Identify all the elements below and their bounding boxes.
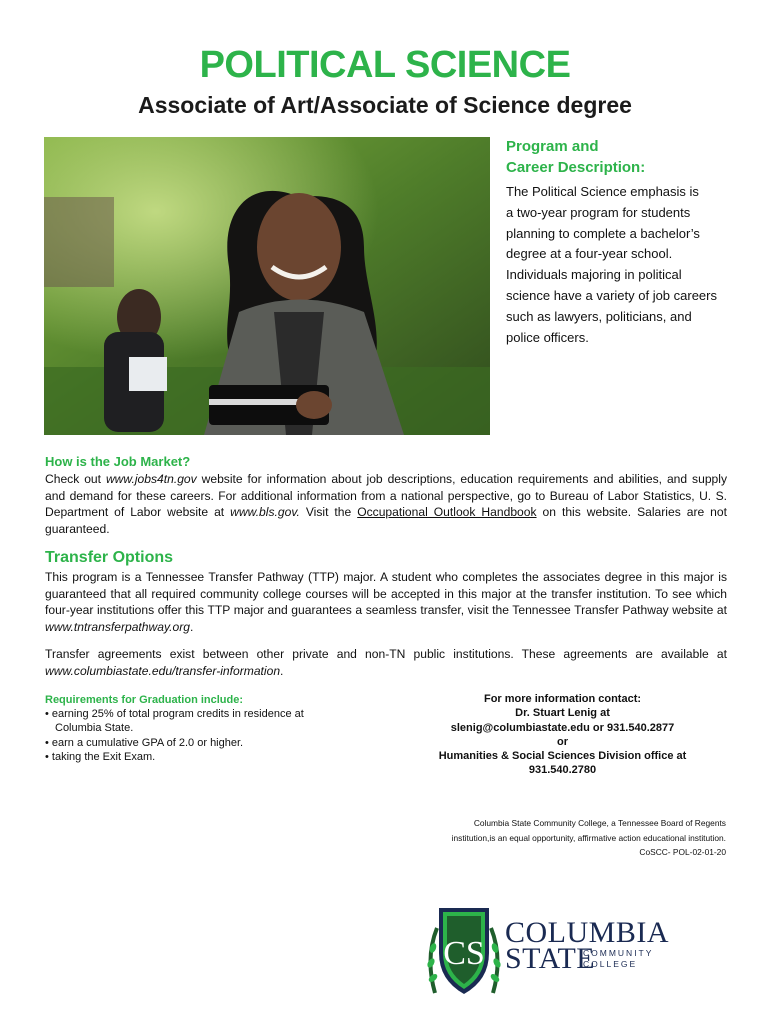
occupational-outlook-link[interactable]: Occupational Outlook Handbook: [357, 505, 537, 520]
footer-notice: [400, 816, 726, 860]
program-line: such as lawyers, politicians, and: [506, 308, 692, 324]
program-line: degree at a four-year school.: [506, 246, 673, 262]
logo-state: STATE: [505, 942, 596, 975]
requirement-item: • earn a cumulative GPA of 2.0 or higher.: [45, 736, 244, 749]
page-subtitle: Associate of Art/Associate of Science degree: [138, 92, 632, 118]
footer-line: Columbia State Community College, a Tennessee Board of Regents: [473, 818, 726, 828]
logo-monogram: CS: [443, 935, 485, 972]
bls-link[interactable]: www.bls.gov.: [230, 505, 300, 520]
agreements-paragraph: Transfer agreements exist between other private and non-TN public institutions. These agreements are available at www.columbiastate.edu/transfer-information.: [45, 647, 727, 678]
contact-line: Dr. Stuart Lenig at: [515, 707, 610, 720]
program-line: Individuals majoring in political: [506, 267, 682, 283]
ttp-link[interactable]: www.tntransferpathway.org: [45, 619, 190, 634]
logo-community-college: COMMUNITY COLLEGE: [583, 948, 654, 969]
program-line: The Political Science emphasis is: [506, 184, 699, 199]
page-title: POLITICAL SCIENCE: [199, 44, 571, 86]
footer-line: institution,is an equal opportunity, affirmative action educational institution.: [451, 832, 726, 843]
contact-line: Humanities & Social Sciences Division office at: [438, 750, 687, 763]
job-market-heading: How is the Job Market?: [45, 454, 191, 469]
program-line: a two-year program for students: [506, 204, 691, 220]
program-line: police officers.: [506, 329, 589, 345]
requirement-item: • earning 25% of total program credits in residence at Columbia State.: [45, 708, 304, 735]
columbia-state-logo: [425, 898, 670, 1008]
transfer-heading: Transfer Options: [45, 549, 174, 566]
shield-icon: [425, 898, 503, 1008]
contact-line: For more information contact:: [483, 693, 642, 705]
student-photo: [44, 137, 490, 435]
program-description: [506, 136, 736, 348]
contact-email[interactable]: slenig@columbiastate.edu or 931.540.2877: [450, 721, 675, 734]
jobs4tn-link[interactable]: www.jobs4tn.gov: [105, 472, 197, 486]
program-heading: Program and Career Description:: [506, 138, 646, 176]
program-line: science have a variety of job careers: [506, 287, 717, 303]
job-market-paragraph: Check out www.jobs4tn.gov website for information about job descriptions, education requirements and abilities, and supply and demand for these careers. For additional information from a national perspective, go to Bureau of Labor Statistics, U. S. Department of Labor website at www.bls.gov. Visit the Occupational Outlook Handbook on this website. Salaries are not guaranteed.: [45, 472, 728, 536]
requirements-block: [45, 693, 345, 764]
contact-line: or: [557, 735, 568, 748]
contact-phone: 931.540.2780: [528, 764, 597, 777]
program-line: planning to complete a bachelor’s: [506, 225, 700, 241]
contact-block: [400, 692, 725, 778]
program-body: [506, 182, 736, 348]
logo-columbia: COLUMBIA: [505, 916, 670, 949]
transfer-paragraph: This program is a Tennessee Transfer Pathway (TTP) major. A student who completes the associates degree in this major is guaranteed that all required community college courses will be accepted in this major at the transfer institution. To see which four-year institutions offer this TTP major and guarantees a seamless transfer, visit the Tennessee Transfer Pathway website at www.tntransferpathway.org.: [45, 570, 727, 634]
document-code: CoSCC- POL-02-01-20: [639, 847, 726, 857]
requirements-heading: Requirements for Graduation include:: [45, 694, 244, 706]
transfer-info-link[interactable]: www.columbiastate.edu/transfer-information: [45, 663, 281, 678]
requirement-item: • taking the Exit Exam.: [45, 750, 156, 763]
